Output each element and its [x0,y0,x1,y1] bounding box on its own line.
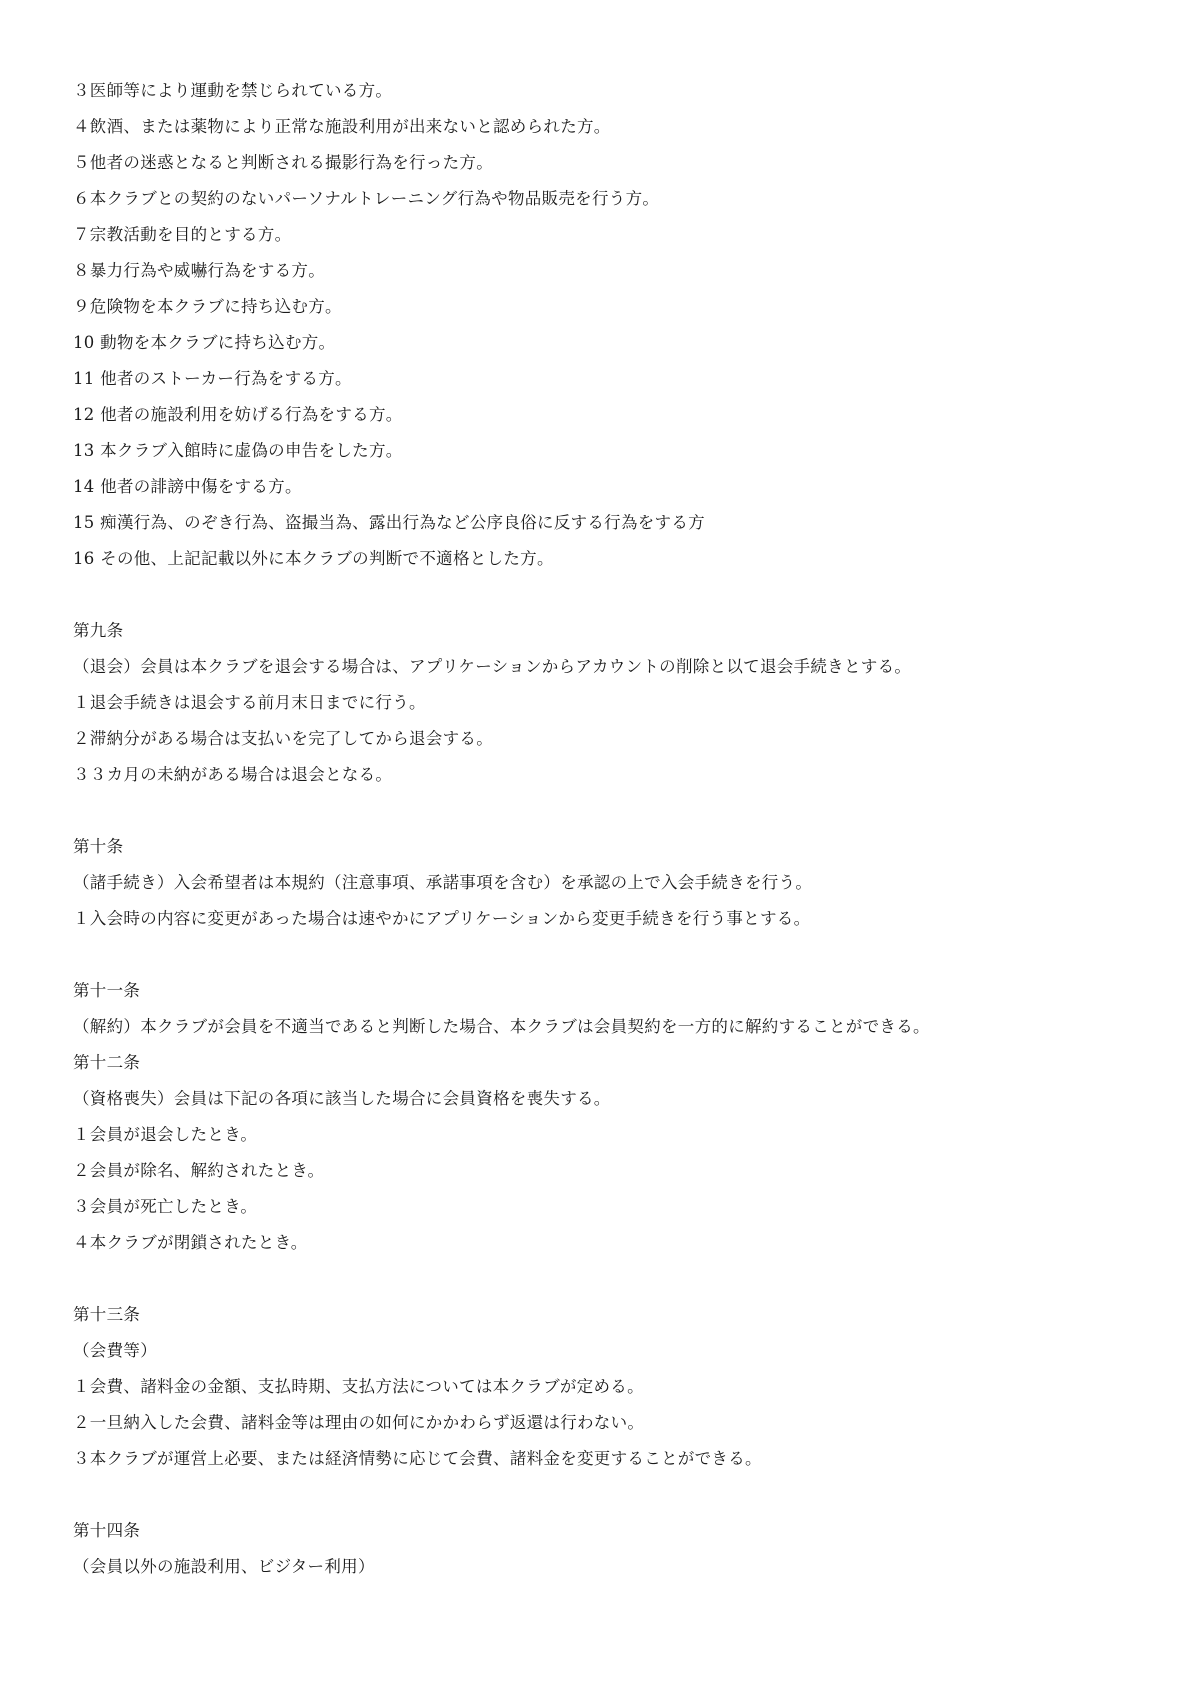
text-line: 15 痴漢行為、のぞき行為、盗撮当為、露出行為など公序良俗に反する行為をする方 [73,513,705,532]
article-heading: 第九条 [73,621,124,640]
text-line: ８暴力行為や威嚇行為をする方。 [73,261,325,280]
text-line: ２滞納分がある場合は支払いを完了してから退会する。 [73,729,493,748]
text-line: ４本クラブが閉鎖されたとき。 [73,1233,308,1252]
text-line: １会員が退会したとき。 [73,1125,258,1144]
article-heading: 第十四条 [73,1521,141,1540]
text-line: 14 他者の誹謗中傷をする方。 [73,477,302,496]
text-line: （解約）本クラブが会員を不適当であると判断した場合、本クラブは会員契約を一方的に解約することができる。 [73,1017,930,1036]
text-line: 11 他者のストーカー行為をする方。 [73,369,352,388]
text-line: ９危険物を本クラブに持ち込む方。 [73,297,342,316]
text-line: ７宗教活動を目的とする方。 [73,225,292,244]
text-line: ３会員が死亡したとき。 [73,1197,258,1216]
text-line: １会費、諸料金の金額、支払時期、支払方法については本クラブが定める。 [73,1377,644,1396]
text-line: ５他者の迷惑となると判断される撮影行為を行った方。 [73,153,493,172]
text-line: （会員以外の施設利用、ビジター利用） [73,1557,375,1576]
text-line: ２会員が除名、解約されたとき。 [73,1161,325,1180]
text-line: （会費等） [73,1341,157,1360]
article-heading: 第十三条 [73,1305,141,1324]
text-line: ３医師等により運動を禁じられている方。 [73,81,393,100]
text-line: 12 他者の施設利用を妨げる行為をする方。 [73,405,403,424]
text-line: ２一旦納入した会費、諸料金等は理由の如何にかかわらず返還は行わない。 [73,1413,645,1432]
article-heading: 第十二条 [73,1053,141,1072]
text-line: （資格喪失）会員は下記の各項に該当した場合に会員資格を喪失する。 [73,1089,611,1108]
text-line: ４飲酒、または薬物により正常な施設利用が出来ないと認められた方。 [73,117,611,136]
text-line: （諸手続き）入会希望者は本規約（注意事項、承諾事項を含む）を承認の上で入会手続きを行う。 [73,873,813,892]
text-line: ３本クラブが運営上必要、または経済情勢に応じて会費、諸料金を変更することができる。 [73,1449,762,1468]
text-line: ３３カ月の未納がある場合は退会となる。 [73,765,393,784]
text-line: １退会手続きは退会する前月末日までに行う。 [73,693,426,712]
text-line: ６本クラブとの契約のないパーソナルトレーニング行為や物品販売を行う方。 [73,189,660,208]
text-line: 13 本クラブ入館時に虚偽の申告をした方。 [73,441,403,460]
text-line: １入会時の内容に変更があった場合は速やかにアプリケーションから変更手続きを行う事とする。 [73,909,811,928]
article-heading: 第十一条 [73,981,141,1000]
text-line: （退会）会員は本クラブを退会する場合は、アプリケーションからアカウントの削除と以て退会手続きとする。 [73,657,912,676]
text-line: 16 その他、上記記載以外に本クラブの判断で不適格とした方。 [73,549,554,568]
text-line: 10 動物を本クラブに持ち込む方。 [73,333,336,352]
article-heading: 第十条 [73,837,124,856]
